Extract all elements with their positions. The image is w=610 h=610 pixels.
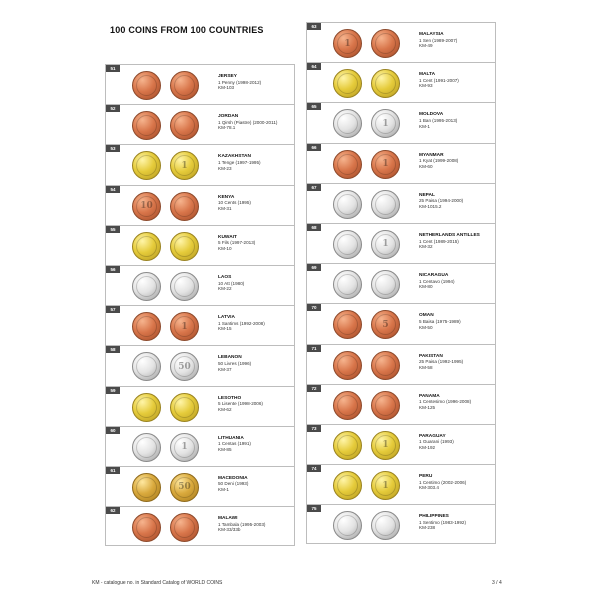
coin-country: PHILIPPINES [419, 514, 449, 520]
coin-reverse-image: 5 [371, 310, 400, 339]
coin-denomination: 1 Tambala (1995-2003) [218, 521, 266, 527]
coin-country: LATVIA [218, 315, 235, 321]
coin-denomination: 1 Qirsh (Piastre) (2000-2011) [218, 119, 278, 125]
coin-info [218, 74, 261, 91]
coin-number-badge: 74 [307, 465, 321, 472]
coin-reverse-image [371, 511, 400, 540]
coin-denomination: 1 Centas (1991) [218, 441, 251, 447]
coin-number-badge: 59 [106, 387, 120, 394]
coin-obverse-image [333, 109, 362, 138]
coin-obverse-image [333, 431, 362, 460]
coin-number-badge: 72 [307, 385, 321, 392]
coin-info [419, 193, 463, 210]
coin-info [419, 394, 471, 411]
coin-country: PARAGUAY [419, 433, 446, 439]
coin-km-number: KM-31 [218, 205, 232, 211]
coin-denomination: 1 Tenge (1997-1995) [218, 159, 261, 165]
coin-row [306, 183, 496, 223]
coin-number-badge: 67 [307, 184, 321, 191]
coin-reverse-image [170, 111, 199, 140]
coin-country: KAZAKHSTAN [218, 154, 251, 160]
coin-info [419, 32, 457, 49]
coin-images [120, 227, 215, 264]
coin-number-badge: 57 [106, 306, 120, 313]
coin-denomination: 1 Sentimo (1983-1992) [419, 519, 466, 525]
coin-images [321, 185, 416, 222]
coin-images [120, 146, 215, 183]
coin-row [105, 104, 295, 144]
coin-country: LITHUANIA [218, 435, 244, 441]
coin-km-number: KM-192 [419, 445, 436, 451]
coin-denomination: 5 Lisente (1998-2006) [218, 401, 263, 407]
coin-images [321, 506, 416, 543]
coin-number-badge: 55 [106, 226, 120, 233]
coin-country: LAOS [218, 274, 232, 280]
coin-obverse-image [132, 272, 161, 301]
coin-km-number: KM-15 [218, 326, 232, 332]
coin-number-badge: 70 [307, 304, 321, 311]
coin-denomination: 1 Santims (1992-2008) [218, 320, 265, 326]
coin-km-number: KM-23 [218, 165, 232, 171]
coin-reverse-image: 1 [371, 150, 400, 179]
coin-km-number: KM-33/33b [218, 527, 241, 533]
coin-obverse-image [132, 352, 161, 381]
coin-number-badge: 69 [307, 264, 321, 271]
coin-reverse-image: 50 [170, 352, 199, 381]
coin-km-number: KM-80 [419, 284, 433, 290]
coin-country: MALAYSIA [419, 32, 444, 37]
coin-info [218, 315, 265, 332]
coin-info [419, 474, 466, 491]
coin-km-number: KM-49 [419, 43, 433, 49]
coin-info [218, 476, 248, 493]
coin-images [321, 104, 416, 141]
coin-obverse-image [333, 511, 362, 540]
coin-info [218, 114, 277, 131]
coin-reverse-image [371, 391, 400, 420]
coin-denomination: 50 Deni (1993) [218, 481, 249, 487]
coin-country: NEPAL [419, 192, 435, 198]
coin-images [120, 307, 215, 344]
coin-images [321, 145, 416, 182]
coin-denomination: 1 Centavo (1994) [419, 278, 455, 284]
coin-info [419, 313, 461, 330]
coin-denomination: 10 Cents (1995) [218, 200, 251, 206]
coin-images [321, 426, 416, 463]
coin-number-badge: 75 [307, 505, 321, 512]
coin-info [218, 396, 263, 413]
coin-reverse-image [371, 270, 400, 299]
coin-images [120, 508, 215, 545]
coin-number-badge: 53 [106, 145, 120, 152]
coin-obverse-image [333, 69, 362, 98]
coin-reverse-image: 1 [371, 471, 400, 500]
coin-row [306, 464, 496, 504]
coin-denomination: 1 Kyat (1999-2008) [419, 158, 459, 164]
coin-number-badge: 64 [307, 63, 321, 70]
coin-country: KUWAIT [218, 234, 237, 240]
coin-denomination: 5 Fils (1997-2013) [218, 240, 256, 246]
coin-number-badge: 61 [106, 467, 120, 474]
coin-row [306, 424, 496, 464]
coin-info [218, 355, 251, 372]
coin-row [105, 265, 295, 305]
coin-country: PANAMA [419, 393, 440, 399]
coin-km-number: KM-10 [218, 245, 232, 251]
coin-country: LESOTHO [218, 395, 242, 401]
coin-km-number: KM-303.4 [419, 485, 439, 491]
coin-denomination: 25 Paisa (1992-1995) [419, 359, 464, 365]
coin-row [306, 143, 496, 183]
coin-row [105, 466, 295, 506]
coin-row [105, 305, 295, 345]
coin-row [105, 386, 295, 426]
coin-info [419, 514, 466, 531]
coin-km-number: KM-1 [218, 487, 229, 493]
coin-km-number: KM-32 [419, 244, 433, 250]
coin-km-number: KM-60 [419, 163, 433, 169]
coin-country: MOLDOVA [419, 112, 444, 118]
coin-denomination: 25 Paisa (1994-2000) [419, 198, 464, 204]
coin-denomination: 1 Sen (1989-2007) [419, 37, 458, 43]
coin-images [120, 468, 215, 505]
coin-images [321, 265, 416, 302]
coin-reverse-image [170, 192, 199, 221]
coin-reverse-image [371, 29, 400, 58]
coin-reverse-image: 1 [371, 431, 400, 460]
coin-number-badge: 66 [307, 144, 321, 151]
coin-number-badge: 65 [307, 103, 321, 110]
coin-reverse-image: 1 [170, 433, 199, 462]
coin-reverse-image [170, 513, 199, 542]
coin-images [120, 388, 215, 425]
coin-country: JERSEY [218, 74, 237, 79]
coin-row [306, 223, 496, 263]
coin-obverse-image [333, 230, 362, 259]
coin-km-number: KM-125 [419, 404, 436, 410]
coin-number-badge: 60 [106, 427, 120, 434]
coin-km-number: KM-62 [218, 406, 232, 412]
coin-denomination: 1 Ban (1995-2013) [419, 117, 458, 123]
coin-country: PAKISTAN [419, 353, 443, 359]
coin-info [218, 436, 251, 453]
coin-table-left [105, 64, 295, 546]
coin-info [419, 72, 459, 89]
coin-row [105, 144, 295, 184]
coin-obverse-image [333, 150, 362, 179]
coin-country: MALAWI [218, 516, 238, 522]
coin-country: MACEDONIA [218, 475, 248, 481]
coin-images [321, 305, 416, 342]
coin-row [306, 344, 496, 384]
coin-reverse-image [371, 69, 400, 98]
coin-row [105, 426, 295, 466]
coin-km-number: KM-37 [218, 366, 232, 372]
coin-row [306, 303, 496, 343]
coin-row [105, 225, 295, 265]
coin-info [218, 154, 261, 171]
coin-km-number: KM-85 [218, 446, 232, 452]
coin-info [218, 195, 251, 212]
coin-info [419, 354, 463, 371]
coin-obverse-image [333, 310, 362, 339]
coin-row [306, 62, 496, 102]
coin-obverse-image: 10 [132, 192, 161, 221]
coin-obverse-image [132, 393, 161, 422]
coin-row [105, 506, 295, 546]
coin-info [419, 233, 480, 250]
coin-obverse-image [132, 232, 161, 261]
coin-country: MALTA [419, 72, 436, 78]
coin-reverse-image [170, 393, 199, 422]
coin-images [120, 428, 215, 465]
coin-country: MYANMAR [419, 152, 444, 158]
coin-images [321, 466, 416, 503]
coin-km-number: KM-103 [218, 85, 235, 91]
coin-number-badge: 54 [106, 186, 120, 193]
page-title: 100 COINS FROM 100 COUNTRIES [110, 25, 264, 35]
coin-row [306, 102, 496, 142]
coin-reverse-image: 1 [170, 312, 199, 341]
coin-denomination: 1 Cent (1991-2007) [419, 77, 459, 83]
coin-info [419, 153, 458, 170]
coin-number-badge: 71 [307, 345, 321, 352]
coin-km-number: KM-58 [419, 364, 433, 370]
coin-denomination: 50 Livres (1996) [218, 360, 252, 366]
coin-country: NICARAGUA [419, 273, 449, 279]
coin-reverse-image [170, 232, 199, 261]
coin-number-badge: 68 [307, 224, 321, 231]
coin-number-badge: 51 [106, 65, 120, 72]
coin-row [306, 263, 496, 303]
coin-images [120, 66, 215, 103]
coin-info [419, 434, 454, 451]
coin-country: JORDAN [218, 114, 239, 120]
coin-denomination: 5 Baisa (1975-1989) [419, 318, 461, 324]
coin-row [105, 345, 295, 385]
coin-km-number: KM-1 [419, 123, 430, 129]
coin-denomination: 1 Cent (1989-2015) [419, 238, 459, 244]
page-number: 3 / 4 [492, 580, 502, 586]
coin-reverse-image: 1 [170, 151, 199, 180]
coin-denomination: 1 Penny (1998-2012) [218, 79, 262, 85]
coin-obverse-image [132, 473, 161, 502]
coin-denomination: 1 Centesimo (1996-2008) [419, 399, 472, 405]
coin-km-number: KM-78.1 [218, 125, 236, 131]
coin-images [321, 24, 416, 61]
coin-row [306, 504, 496, 544]
coin-images [321, 64, 416, 101]
coin-denomination: 1 Guarani (1993) [419, 439, 454, 445]
coin-obverse-image [132, 433, 161, 462]
coin-number-badge: 56 [106, 266, 120, 273]
coin-obverse-image [333, 270, 362, 299]
coin-obverse-image [333, 471, 362, 500]
coin-info [419, 273, 455, 290]
coin-number-badge: 63 [307, 23, 321, 30]
coin-row [306, 22, 496, 62]
coin-country: PERU [419, 474, 433, 480]
coin-info [419, 112, 457, 129]
coin-country: OMAN [419, 313, 434, 319]
coin-obverse-image [132, 513, 161, 542]
coin-denomination: 1 Centimo (2002-2006) [419, 479, 467, 485]
coin-country: KENYA [218, 194, 235, 200]
coin-km-number: KM-238 [419, 525, 436, 531]
coin-reverse-image [170, 272, 199, 301]
coin-images [120, 267, 215, 304]
coin-reverse-image [170, 71, 199, 100]
coin-info [218, 235, 255, 252]
coin-obverse-image [333, 351, 362, 380]
coin-number-badge: 73 [307, 425, 321, 432]
coin-country: NETHERLANDS ANTILLES [419, 232, 480, 238]
coin-images [321, 386, 416, 423]
coin-obverse-image [132, 151, 161, 180]
coin-number-badge: 52 [106, 105, 120, 112]
coin-reverse-image [371, 190, 400, 219]
coin-country: LEBANON [218, 355, 242, 361]
coin-info [218, 275, 244, 292]
coin-info [218, 516, 265, 533]
coin-denomination: 10 Att (1980) [218, 280, 245, 286]
coin-images [120, 106, 215, 143]
coin-km-number: KM-93 [419, 83, 433, 89]
coin-km-number: KM-22 [218, 286, 232, 292]
coin-reverse-image: 50 [170, 473, 199, 502]
coin-reverse-image: 1 [371, 230, 400, 259]
coin-images [321, 346, 416, 383]
coin-row [306, 384, 496, 424]
coin-number-badge: 62 [106, 507, 120, 514]
coin-obverse-image: 1 [333, 29, 362, 58]
coin-km-number: KM-1015.2 [419, 203, 442, 209]
coin-images [321, 225, 416, 262]
footer-note: KM - catalogue no. in Standard Catalog of WORLD COINS [92, 580, 223, 586]
coin-obverse-image [132, 312, 161, 341]
coin-images [120, 347, 215, 384]
coin-obverse-image [333, 190, 362, 219]
coin-reverse-image [371, 351, 400, 380]
coin-obverse-image [333, 391, 362, 420]
coin-reverse-image: 1 [371, 109, 400, 138]
coin-images [120, 187, 215, 224]
coin-obverse-image [132, 71, 161, 100]
coin-row [105, 185, 295, 225]
coin-km-number: KM-50 [419, 324, 433, 330]
coin-table-right [306, 22, 496, 544]
coin-obverse-image [132, 111, 161, 140]
coin-number-badge: 58 [106, 346, 120, 353]
coin-row [105, 64, 295, 104]
